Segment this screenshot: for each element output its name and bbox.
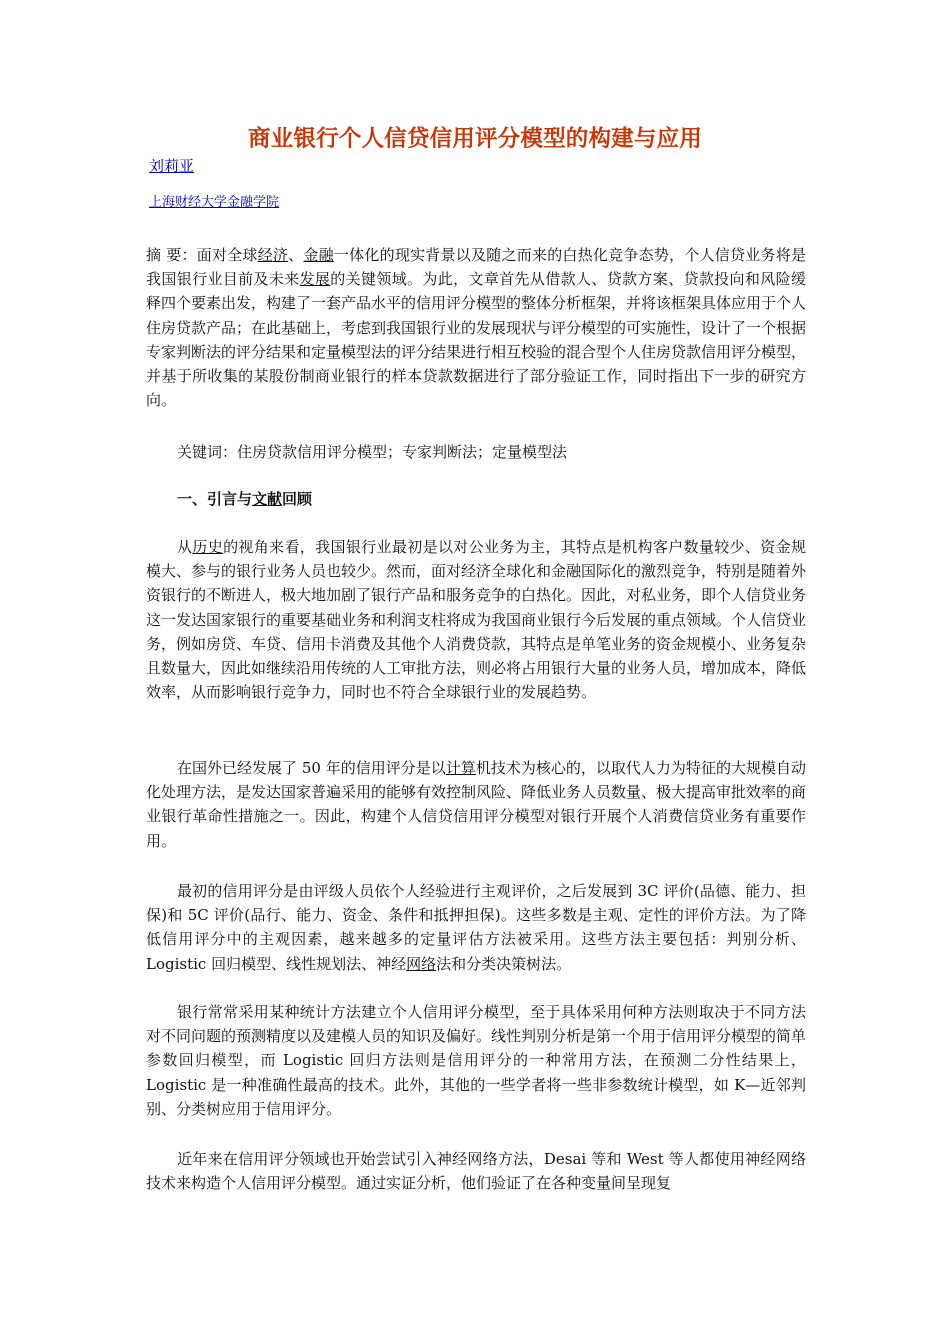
author-link[interactable]: 刘莉亚 [149,157,195,175]
paragraph-text: 的视角来看，我国银行业最初是以对公业务为主，其特点是机构客户数量较少、资金规模大、参与的银行业务人员也较少。然而，面对经济全球化和金融国际化的激烈竞争，特别是随着外资银行的不断进人，极大地加剧了银行产品和服务竞争的白热化。因此，对私业务，即个人信贷业务这一发达国家银行的重要基础业务和利润支柱将成为我国商业银行今后发展的重点领域。个人信贷业务，例如房贷、车贷、信用卡消费及其他个人消费贷款，其特点是单笔业务的资金规模小、业务复杂且数量大，因此如继续沿用传统的人工审批方法，则必将占用银行大量的业务人员，增加成本，降低效率，从而影响银行竞争力，同时也不符合全球银行业的发展趋势。 [146,538,807,702]
literature-link[interactable]: 文献 [252,490,283,508]
abstract-text: 面对全球 [196,246,258,264]
body-paragraph-4: 银行常常采用某种统计方法建立个人信用评分模型，至于具体采用何种方法则取决于不同方法对不同问题的预测精度以及建模人员的知识及偏好。线性判别分析是第一个用于信用评分模型的简单参数回归模型，而 Logistic 回归方法则是信用评分的一种常用方法，在预测二分性结果上，Logistic 是一种准确性最高的技术。此外，其他的一些学者将一些非参数统计模型，如 K—近邻判别、分类树应用于信用评分。 [146,1003,807,1118]
body-paragraph-2 [146,756,806,853]
section-heading-intro [146,487,806,511]
heading-text: 一、引言与 [177,490,253,508]
body-paragraph-3 [146,879,806,976]
body-paragraph-1 [146,535,806,704]
paragraph-text: 在国外已经发展了 50 年的信用评分是以 [177,759,446,777]
body-paragraph-5: 近年来在信用评分领域也开始尝试引入神经网络方法，Desai 等和 West 等人都使用神经网络技术来构造个人信用评分模型。通过实证分析，他们验证了在各种变量间呈现复 [146,1150,806,1193]
computing-link[interactable]: 计算 [445,759,476,777]
abstract-text: 的关键领域。为此，文章首先从借款人、贷款方案、贷款投向和风险缓释四个要素出发，构建了一套产品水平的信用评分模型的整体分析框架，并将该框架具体应用于个人住房贷款产品；在此基础上，考虑到我国银行业的发展现状与评分模型的可实施性，设计了一个根据专家判断法的评分结果和定量模型法的评分结果进行相互校验的混合型个人住房贷款信用评分模型，并基于所收集的某股份制商业银行的样本贷款数据进行了部分验证工作，同时指出下一步的研究方向。 [146,270,807,410]
paragraph-text: 最初的信用评分是由评级人员依个人经验进行主观评价，之后发展到 3C 评价(品德、能力、担保)和 5C 评价(品行、能力、资金、条件和抵押担保)。这些多数是主观、定性的评价方法。为了降低信用评分中的主观因素，越来越多的定量评估方法被采用。这些方法主要包括：判别分析、Logistic 回归模型、线性规划法、神经 [146,882,806,973]
paragraph-text: 法和分类决策树法。 [436,954,572,973]
network-link[interactable]: 网络 [406,954,437,973]
development-link[interactable]: 发展 [299,270,331,289]
paper-title: 商业银行个人信贷信用评分模型的构建与应用 [247,126,702,152]
keywords-line: 关键词：住房贷款信用评分模型；专家判断法；定量模型法 [177,443,568,461]
paragraph-text: 机技术为核心的，以取代人力为特征的大规模自动化处理方法，是发达国家普遍采用的能够有效控制风险、降低业务人员数量、极大提高审批效率的商业银行革命性措施之一。因此，构建个人信贷信用评分模型对银行开展个人消费信贷业务有重要作用。 [146,759,807,850]
history-link[interactable]: 历史 [192,538,224,556]
abstract-paragraph [146,243,806,412]
abstract-text: 、 [288,246,304,264]
affiliation-link[interactable]: 上海财经大学金融学院 [149,195,280,210]
abstract-label: 摘 要： [146,246,197,264]
heading-text: 回顾 [282,490,313,508]
paragraph-text: 从 [177,538,193,556]
economy-link[interactable]: 经济 [257,246,289,264]
abstract-text: 一体化的现实背景以及随之而来的白热化竞争态势，个人信贷业务将是我国银行业目前及未来 [146,246,806,289]
finance-link[interactable]: 金融 [303,246,334,264]
